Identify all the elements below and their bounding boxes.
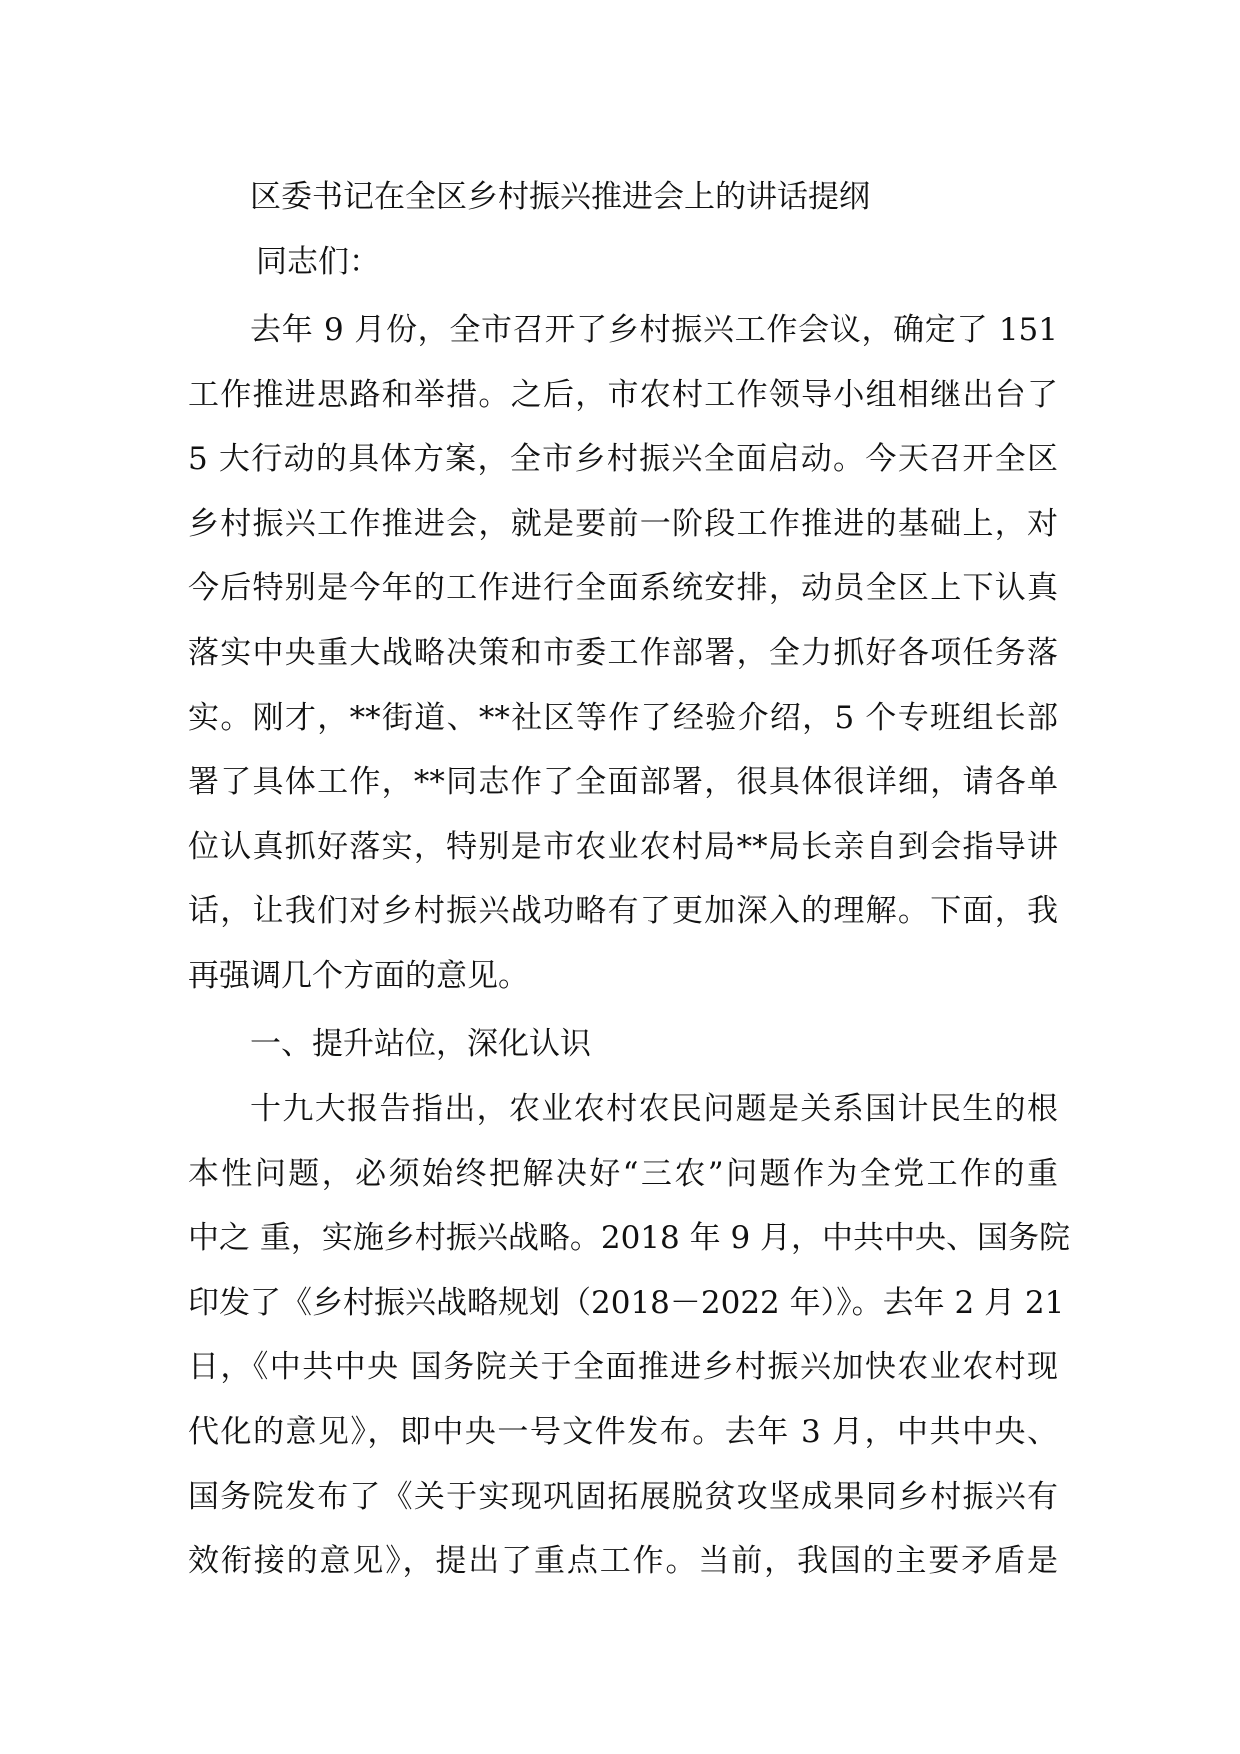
paragraph-line: 位认真抓好落实，特别是市农业农村局**局长亲自到会指导讲 xyxy=(188,828,1058,865)
paragraph-line: 代化的意见》，即中央一号文件发布。去年 3 月，中共中央、 xyxy=(188,1413,1058,1450)
paragraph-line: 效衔接的意见》，提出了重点工作。当前，我国的主要矛盾是 xyxy=(188,1543,1058,1580)
paragraph-line: 署了具体工作，**同志作了全面部署，很具体很详细，请各单 xyxy=(188,764,1058,801)
paragraph-line: 去年 9 月份，全市召开了乡村振兴工作会议，确定了 151 xyxy=(250,312,1058,348)
paragraph-line: 本性问题，必须始终把解决好“三农”问题作为全党工作的重 xyxy=(188,1155,1058,1192)
paragraph-line: 工作推进思路和举措。之后，市农村工作领导小组相继出台了 xyxy=(188,376,1058,413)
paragraph-line: 话，让我们对乡村振兴战功略有了更加深入的理解。下面，我 xyxy=(188,893,1058,930)
salutation: 同志们： xyxy=(256,244,380,280)
section-heading: 一、提升站位，深化认识 xyxy=(250,1026,591,1062)
paragraph-line: 国务院发布了《关于实现巩固拓展脱贫攻坚成果同乡村振兴有 xyxy=(188,1478,1058,1515)
paragraph-line: 中之 重，实施乡村振兴战略。2018 年 9 月，中共中央、国务院 xyxy=(188,1220,1071,1257)
paragraph-line: 再强调几个方面的意见。 xyxy=(188,957,529,994)
paragraph-line: 5 大行动的具体方案，全市乡村振兴全面启动。今天召开全区 xyxy=(188,441,1058,478)
paragraph-line: 今后特别是今年的工作进行全面系统安排，动员全区上下认真 xyxy=(188,570,1058,607)
paragraph-1 xyxy=(188,298,1058,1009)
paragraph-2 xyxy=(188,1077,1071,1594)
paragraph-line: 日，《中共中央 国务院关于全面推进乡村振兴加快农业农村现 xyxy=(188,1349,1058,1386)
paragraph-line: 十九大报告指出，农业农村农民问题是关系国计民生的根 xyxy=(250,1091,1058,1127)
paragraph-line: 实。刚才，**街道、**社区等作了经验介绍，5 个专班组长部 xyxy=(188,699,1058,736)
document-title: 区委书记在全区乡村振兴推进会上的讲话提纲 xyxy=(250,179,870,215)
paragraph-line: 印发了《乡村振兴战略规划（2018－2022 年）》。去年 2 月 21 xyxy=(188,1284,1065,1321)
paragraph-line: 落实中央重大战略决策和市委工作部署，全力抓好各项任务落 xyxy=(188,634,1058,671)
paragraph-line: 乡村振兴工作推进会，就是要前一阶段工作推进的基础上，对 xyxy=(188,505,1058,542)
